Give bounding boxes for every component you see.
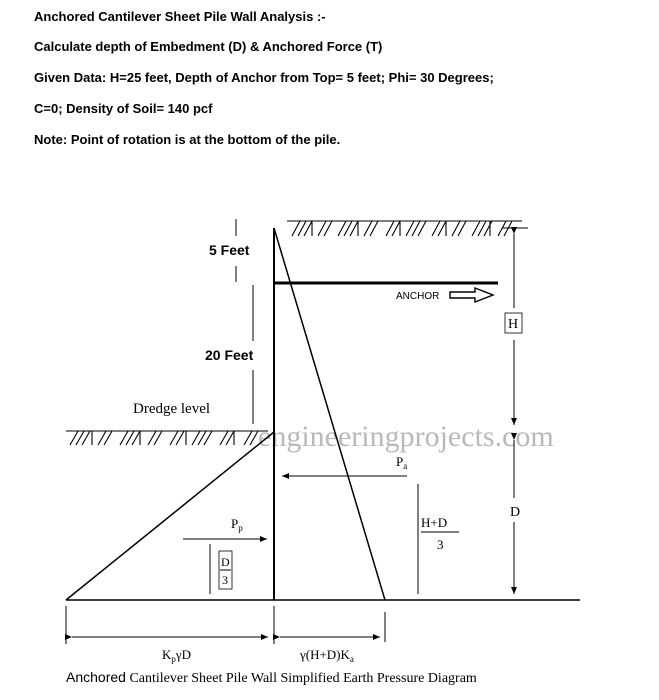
dim-20-feet: 20 Feet bbox=[205, 347, 254, 363]
pa-label: $P_a$ bbox=[396, 454, 408, 471]
bottom-dimensions bbox=[66, 606, 385, 644]
d-label: D bbox=[510, 505, 521, 520]
h-label: H bbox=[508, 317, 519, 332]
dredge-level-label: Dredge level bbox=[133, 401, 211, 417]
problem-task: Calculate depth of Embedment (D) & Anchored Force (T) bbox=[34, 39, 383, 54]
gamma-hd-ka-label: $\gamma(H+D)K_a$ bbox=[300, 647, 354, 664]
anchor-arrow-icon bbox=[450, 288, 493, 302]
diagram-caption: Anchored Cantilever Sheet Pile Wall Simplified Earth Pressure Diagram bbox=[66, 669, 477, 686]
note-line: Note: Point of rotation is at the bottom of the pile. bbox=[34, 132, 341, 147]
d3-numerator: D bbox=[221, 555, 230, 569]
anchor-label: ANCHOR bbox=[396, 291, 440, 302]
pp-label: $P_p$ bbox=[231, 516, 243, 533]
passive-pressure-triangle bbox=[66, 432, 274, 600]
dredge-ground-hatch bbox=[66, 431, 268, 445]
given-data-line-2: C=0; Density of Soil= 140 pcf bbox=[34, 101, 213, 116]
dim-5-feet: 5 Feet bbox=[209, 242, 250, 258]
d3-denominator: 3 bbox=[222, 573, 228, 587]
given-data-line-1: Given Data: H=25 feet, Depth of Anchor from Top= 5 feet; Phi= 30 Degrees; bbox=[34, 70, 494, 85]
watermark: engineeringprojects.com bbox=[258, 420, 554, 453]
top-ground-hatch bbox=[287, 221, 522, 236]
hd-numerator: H+D bbox=[421, 515, 448, 530]
problem-title: Anchored Cantilever Sheet Pile Wall Analysis :- bbox=[34, 9, 326, 24]
kp-gamma-d-label: $K_p\gamma D$ bbox=[162, 647, 192, 664]
hd-denominator: 3 bbox=[437, 537, 444, 552]
